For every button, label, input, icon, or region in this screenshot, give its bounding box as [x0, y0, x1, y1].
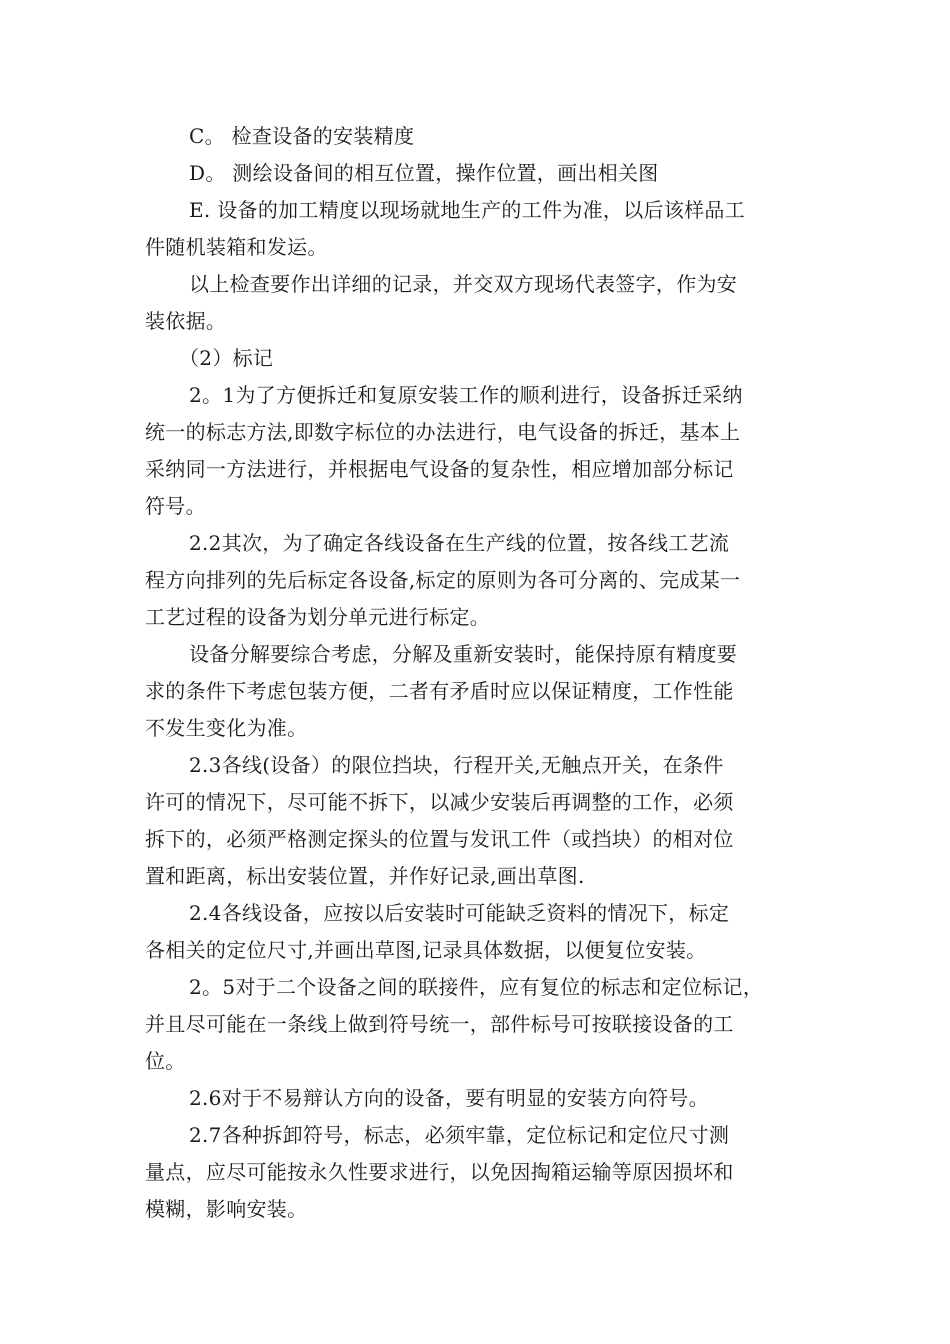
- paragraph-2-4: [145, 895, 805, 969]
- text-line: 装依据。: [145, 309, 227, 333]
- text-line: 工艺过程的设备为划分单元进行标定。: [145, 605, 491, 629]
- text-line: 2.4各线设备，应按以后安装时可能缺乏资料的情况下，标定: [189, 901, 730, 925]
- paragraph-2-3: [145, 747, 805, 895]
- text-line: 2.3各线(设备）的限位挡块，行程开关,无触点开关，在条件: [189, 753, 724, 777]
- paragraph-2-7: [145, 1117, 805, 1228]
- text-line: 模糊，影响安装。: [145, 1197, 308, 1221]
- text-line: 不发生变化为准。: [145, 716, 308, 740]
- text-line: 符号。: [145, 494, 206, 518]
- text-line: 各相关的定位尺寸,并画出草图,记录具体数据，以便复位安装。: [145, 938, 707, 962]
- text-line: 以上检查要作出详细的记录，并交双方现场代表签字，作为安: [189, 272, 738, 296]
- text-line: （2）标记: [179, 346, 274, 370]
- paragraph-disassembly: [145, 636, 805, 747]
- text-line: 2.2其次，为了确定各线设备在生产线的位置，按各线工艺流: [189, 531, 730, 555]
- paragraph-records: [145, 266, 805, 340]
- text-line: 2。1为了方便拆迁和复原安装工作的顺利进行，设备拆迁采纳: [189, 383, 743, 407]
- text-line: E. 设备的加工精度以现场就地生产的工件为准，以后该样品工: [189, 198, 746, 222]
- section-heading-marking: [145, 340, 805, 377]
- text-line: 拆下的，必须严格测定探头的位置与发讯工件（或挡块）的相对位: [145, 827, 734, 851]
- text-line: 并且尽可能在一条线上做到符号统一，部件标号可按联接设备的工: [145, 1012, 734, 1036]
- text-line: 2.6对于不易辩认方向的设备，要有明显的安装方向符号。: [189, 1086, 709, 1110]
- text-line: 统一的标志方法,即数字标位的办法进行，电气设备的拆迁，基本上: [145, 420, 741, 444]
- text-line: 许可的情况下，尽可能不拆下，以减少安装后再调整的工作，必须: [145, 790, 734, 814]
- paragraph-2-6: [145, 1080, 805, 1117]
- document-page: [145, 118, 805, 1228]
- text-line: 设备分解要综合考虑，分解及重新安装时，能保持原有精度要: [189, 642, 738, 666]
- text-line: 2。5对于二个设备之间的联接件，应有复位的标志和定位标记，: [189, 975, 764, 999]
- text-line: 件随机装箱和发运。: [145, 235, 328, 259]
- text-line: D。 测绘设备间的相互位置，操作位置，画出相关图: [189, 161, 659, 185]
- text-line: 求的条件下考虑包装方便，二者有矛盾时应以保证精度，工作性能: [145, 679, 734, 703]
- text-line: 采纳同一方法进行，并根据电气设备的复杂性，相应增加部分标记: [145, 457, 734, 481]
- text-line: 2.7各种拆卸符号，标志，必须牢靠，定位标记和定位尺寸测: [189, 1123, 730, 1147]
- text-line: 置和距离，标出安装位置，并作好记录,画出草图.: [145, 864, 585, 888]
- paragraph-2-2: [145, 525, 805, 636]
- text-line: C。 检查设备的安装精度: [189, 124, 415, 148]
- text-line: 位。: [145, 1049, 186, 1073]
- paragraph-machining-precision: [145, 192, 805, 266]
- paragraph-survey-positions: [145, 155, 805, 192]
- text-line: 程方向排列的先后标定各设备,标定的原则为各可分离的、完成某一: [145, 568, 741, 592]
- text-line: 量点，应尽可能按永久性要求进行，以免因掏箱运输等原因损坏和: [145, 1160, 734, 1184]
- paragraph-2-5: [145, 969, 805, 1080]
- paragraph-check-precision: [145, 118, 805, 155]
- paragraph-2-1: [145, 377, 805, 525]
